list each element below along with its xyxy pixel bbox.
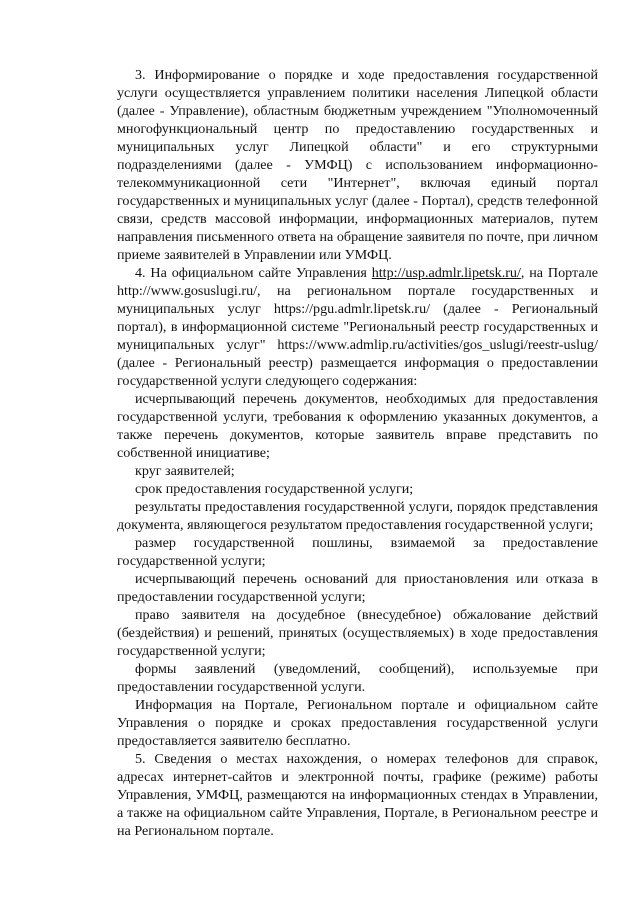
paragraph-info-free: Информация на Портале, Региональном портале и официальном сайте Управления о порядке и сроках предоставления государственной услуги предоставляется заявителю бесплатно. <box>117 697 598 749</box>
list-item: исчерпывающий перечень оснований для приостановления или отказа в предоставлении государственной услуги; <box>117 571 598 605</box>
usp-site-link[interactable]: http://usp.admlr.lipetsk.ru/ <box>371 265 521 281</box>
list-item: право заявителя на досудебное (внесудебное) обжалование действий (бездействия) и решений, принятых (осуществляемых) в ходе предоставления государственной услуги; <box>117 607 598 659</box>
list-item: результаты предоставления государственной услуги, порядок представления документа, являющегося результатом предоставления государственной услуги; <box>117 499 598 533</box>
list-item: исчерпывающий перечень документов, необходимых для предоставления государственной услуги, требования к оформлению указанных документов, а также перечень документов, которые заявитель вправе представить по собственной инициативе; <box>117 391 598 461</box>
paragraph-4-body: , на Портале http://www.gosuslugi.ru/, на региональном портале государственных и муниципальных услуг https://pgu.admlr.lipetsk.ru/ (далее - Региональный портал), в информационной системе "Региональный реестр государственных и муниципальных услуг" https://www.admlip.ru/activities/gos_uslugi/reestr-uslug/ (далее - Региональный реестр) размещается информация о предоставлении государственной услуги следующего содержания: <box>117 265 598 389</box>
paragraph-3: 3. Информирование о порядке и ходе предоставления государственной услуги осуществляется управлением политики населения Липецкой области (далее - Управление), областным бюджетным учреждением "Уполномоченный многофункциональный центр по предоставлению государственных и муниципальных услуг Липецкой области" и его структурными подразделениями (далее - УМФЦ) с использованием информационно-телекоммуникационной сети "Интернет", включая единый портал государственных и муниципальных услуг (далее - Портал), средств телефонной связи, средств массовой информации, информационных материалов, путем направления письменного ответа на обращение заявителя по почте, при личном приеме заявителей в Управлении или УМФЦ. <box>117 67 598 263</box>
list-item: размер государственной пошлины, взимаемой за предоставление государственной услуги; <box>117 535 598 569</box>
list-item: круг заявителей; <box>135 463 235 479</box>
document-page <box>117 66 598 840</box>
paragraph-4-intro: 4. На официальном сайте Управления <box>135 265 372 281</box>
paragraph-5: 5. Сведения о местах нахождения, о номерах телефонов для справок, адресах интернет-сайтов и электронной почты, графике (режиме) работы Управления, УМФЦ, размещаются на информационных стендах в Управлении, а также на официальном сайте Управления, Портале, в Региональном реестре и на Региональном портале. <box>117 751 598 839</box>
list-item: срок предоставления государственной услуги; <box>135 481 414 497</box>
paragraph-4 <box>117 264 598 390</box>
list-item: формы заявлений (уведомлений, сообщений), используемые при предоставлении государственной услуги. <box>117 661 598 695</box>
info-content-list <box>117 390 598 696</box>
